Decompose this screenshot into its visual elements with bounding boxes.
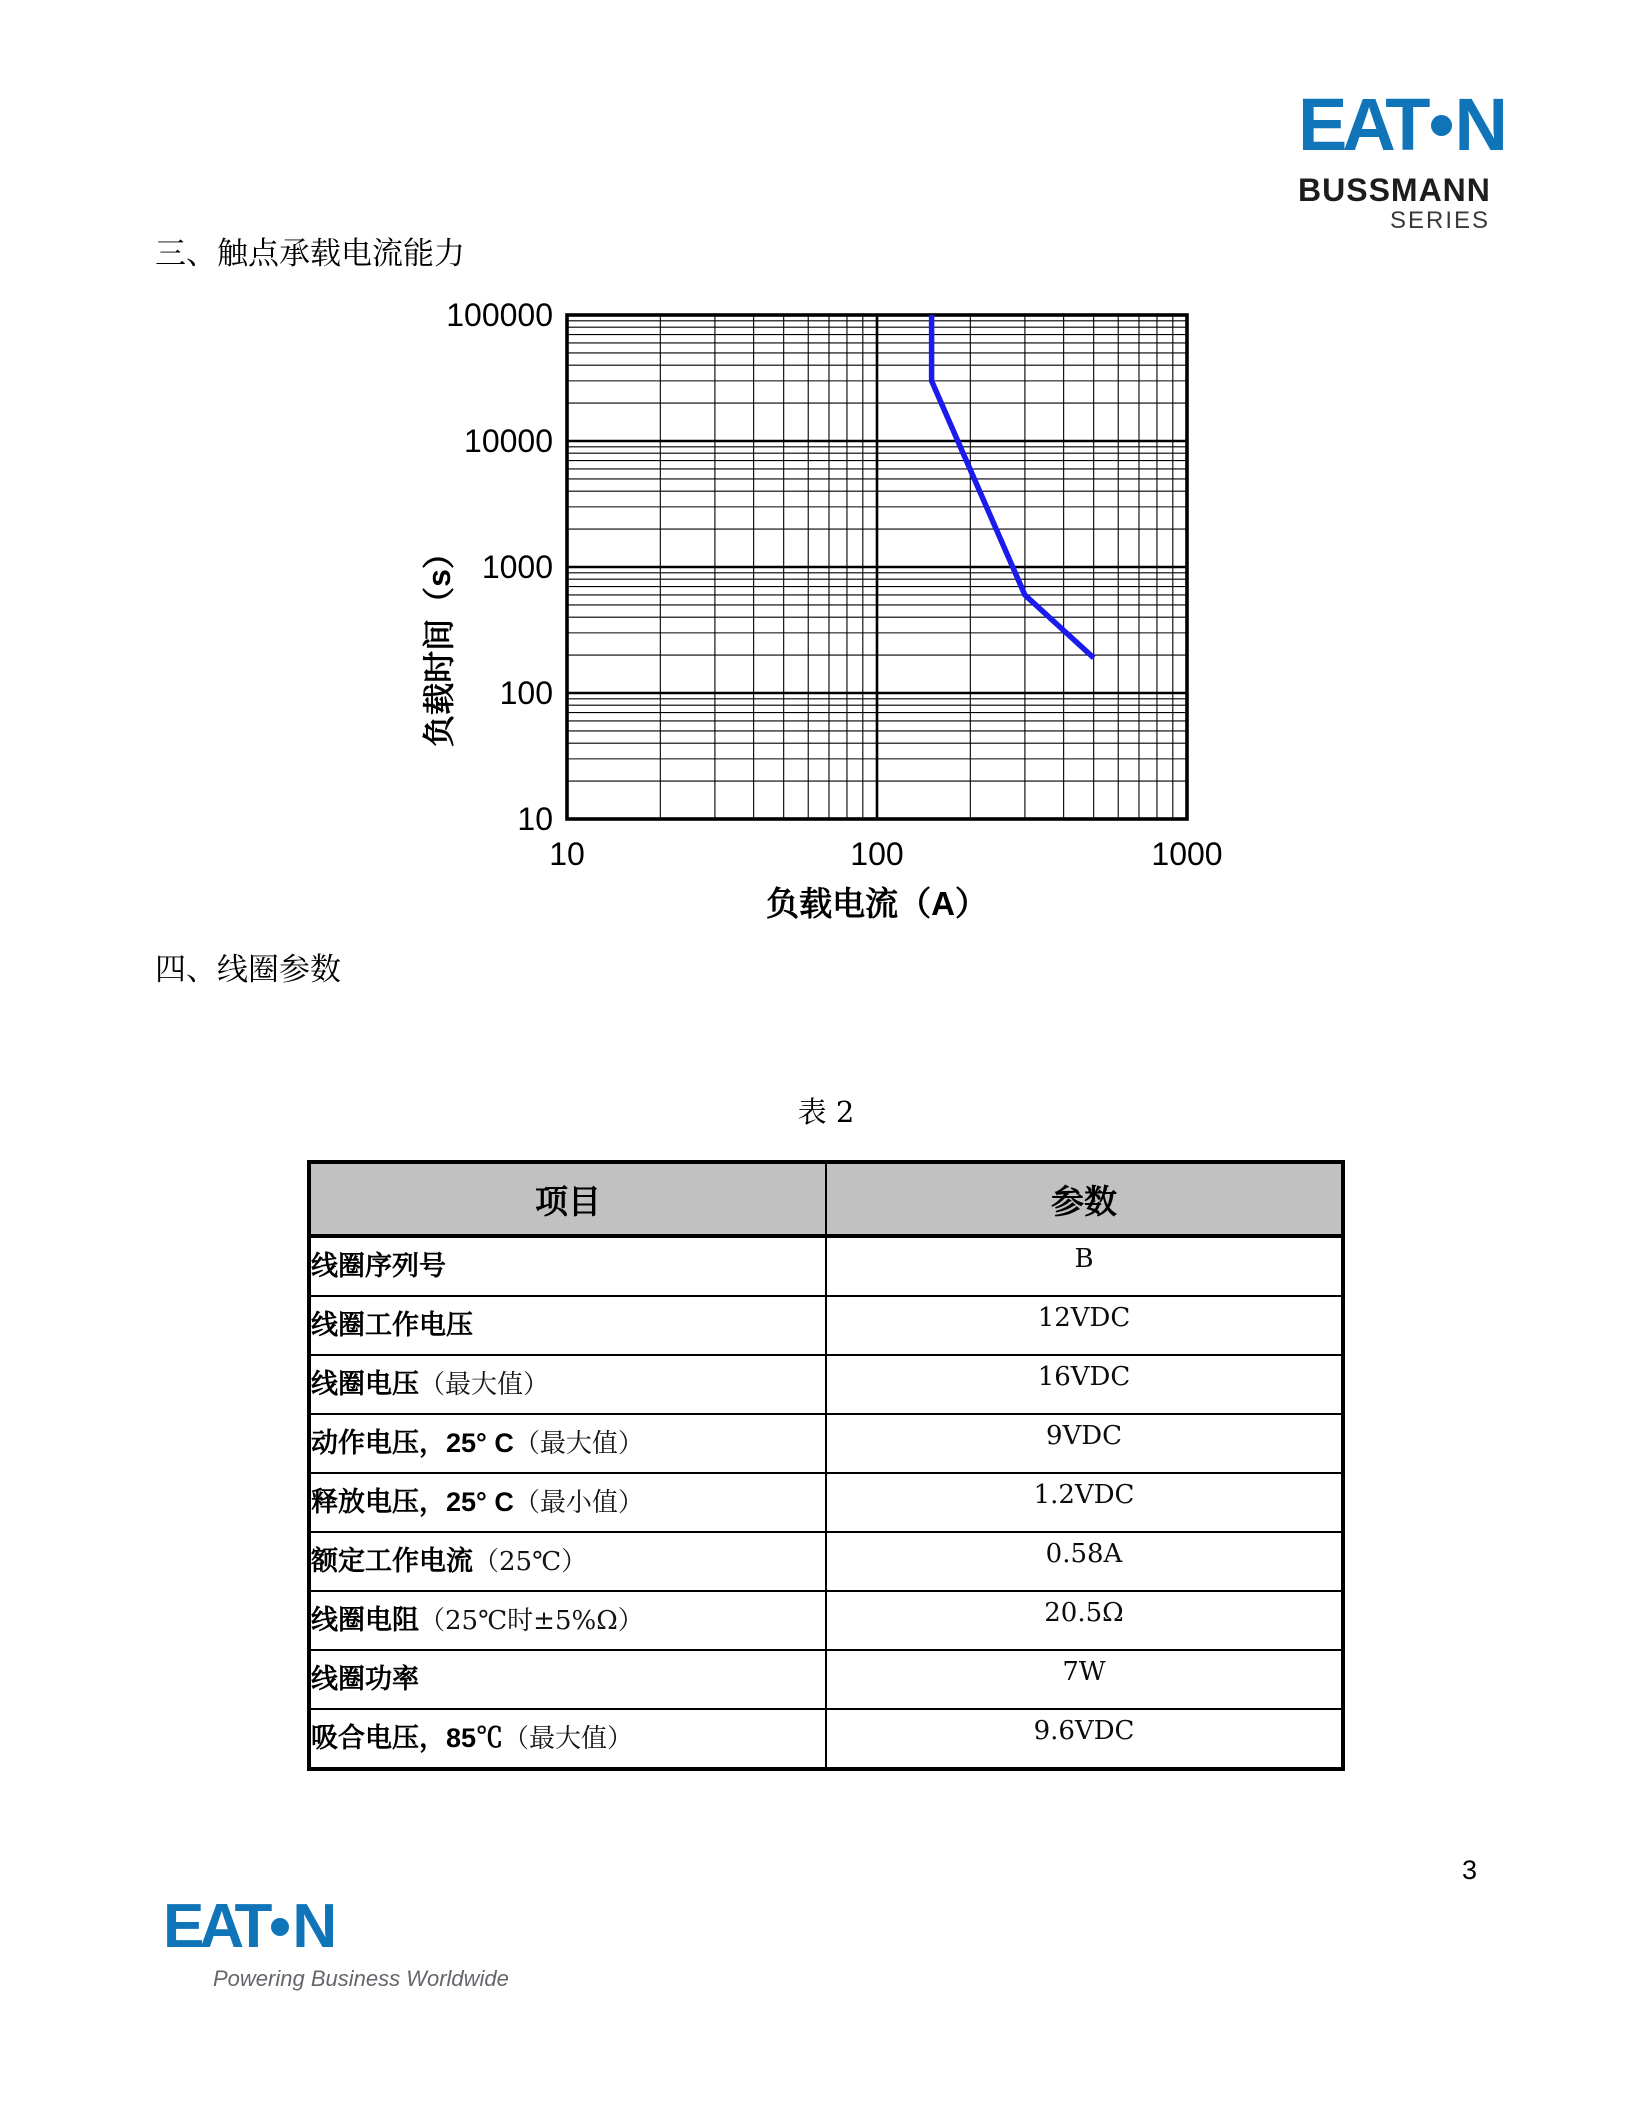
value-cell: 9.6VDC [826, 1709, 1343, 1769]
item-label: 额定工作电流 [311, 1546, 473, 1576]
value-cell: 0.58A [826, 1532, 1343, 1591]
load-time-vs-current-chart [380, 280, 1260, 960]
item-label: 线圈序列号 [311, 1251, 446, 1281]
item-note: （25℃时±5%Ω） [419, 1606, 644, 1636]
item-label: 动作电压，25° C [311, 1428, 514, 1458]
y-tick-label: 100 [499, 675, 553, 711]
x-axis-title: 负载电流（A） [766, 885, 988, 922]
item-label: 释放电压，25° C [311, 1487, 514, 1517]
value-cell: 20.5Ω [826, 1591, 1343, 1650]
eaton-logo-dot-icon [1431, 115, 1452, 136]
table-row [309, 1355, 1343, 1414]
section-heading-coil-parameters: 四、线圈参数 [155, 952, 341, 988]
eaton-footer-logo [163, 1892, 509, 1992]
eaton-logo-dot-icon [271, 1918, 289, 1936]
column-header: 项目 [309, 1162, 826, 1236]
item-note: （最大值） [419, 1370, 550, 1400]
item-cell [309, 1473, 826, 1532]
item-cell [309, 1355, 826, 1414]
value-cell: 9VDC [826, 1414, 1343, 1473]
table-row [309, 1532, 1343, 1591]
section-heading-contact-capacity: 三、触点承载电流能力 [155, 236, 465, 272]
item-cell [309, 1650, 826, 1709]
y-tick-label: 10 [517, 801, 553, 837]
item-cell [309, 1414, 826, 1473]
item-note: （25℃） [473, 1547, 588, 1577]
x-tick-label: 1000 [1151, 836, 1223, 872]
table-row [309, 1473, 1343, 1532]
y-axis-title: 负载时间（s） [421, 537, 457, 747]
item-cell [309, 1296, 826, 1355]
eaton-logo-eat: EAT [163, 1892, 268, 1961]
item-cell [309, 1591, 826, 1650]
y-tick-label: 100000 [446, 297, 553, 333]
item-note: （最小值） [513, 1488, 644, 1518]
value-cell: 1.2VDC [826, 1473, 1343, 1532]
y-tick-label: 1000 [481, 549, 553, 585]
value-cell: 7W [826, 1650, 1343, 1709]
x-tick-label: 100 [850, 836, 904, 872]
value-cell: 16VDC [826, 1355, 1343, 1414]
table-caption: 表 2 [797, 1095, 855, 1129]
value-cell: B [826, 1236, 1343, 1296]
page-number: 3 [1462, 1855, 1478, 1885]
item-label: 线圈电压 [311, 1369, 419, 1399]
table-row [309, 1414, 1343, 1473]
bussmann-wordmark: BUSSMANN [1298, 172, 1491, 208]
coil-table-body [309, 1236, 1343, 1769]
value-cell: 12VDC [826, 1296, 1343, 1355]
eaton-logo-eat: EAT [1298, 83, 1426, 166]
item-label: 线圈工作电压 [311, 1310, 473, 1340]
eaton-logo-n: N [1454, 83, 1503, 166]
eaton-logo [1298, 83, 1503, 166]
coil-parameter-table [307, 1160, 1345, 1771]
coil-table-head [309, 1162, 1343, 1236]
item-cell [309, 1236, 826, 1296]
table-row [309, 1236, 1343, 1296]
eaton-logo [163, 1892, 509, 1961]
eaton-bussmann-logo [1298, 83, 1503, 234]
data-curve [932, 315, 1094, 658]
table-row [309, 1650, 1343, 1709]
item-cell [309, 1709, 826, 1769]
item-label: 线圈电阻 [311, 1605, 419, 1635]
table-row [309, 1709, 1343, 1769]
x-tick-label: 10 [549, 836, 585, 872]
header-row [309, 1162, 1343, 1236]
item-label: 吸合电压，85℃ [311, 1723, 504, 1753]
series-wordmark: SERIES [1389, 207, 1490, 234]
item-note: （最大值） [503, 1724, 634, 1754]
table-row [309, 1296, 1343, 1355]
eaton-logo-n: N [292, 1892, 333, 1961]
item-cell [309, 1532, 826, 1591]
item-note: （最大值） [513, 1429, 644, 1459]
item-label: 线圈功率 [311, 1664, 419, 1694]
y-tick-label: 10000 [464, 423, 553, 459]
eaton-tagline: Powering Business Worldwide [213, 1966, 509, 1991]
table-row [309, 1591, 1343, 1650]
column-header: 参数 [826, 1162, 1343, 1236]
